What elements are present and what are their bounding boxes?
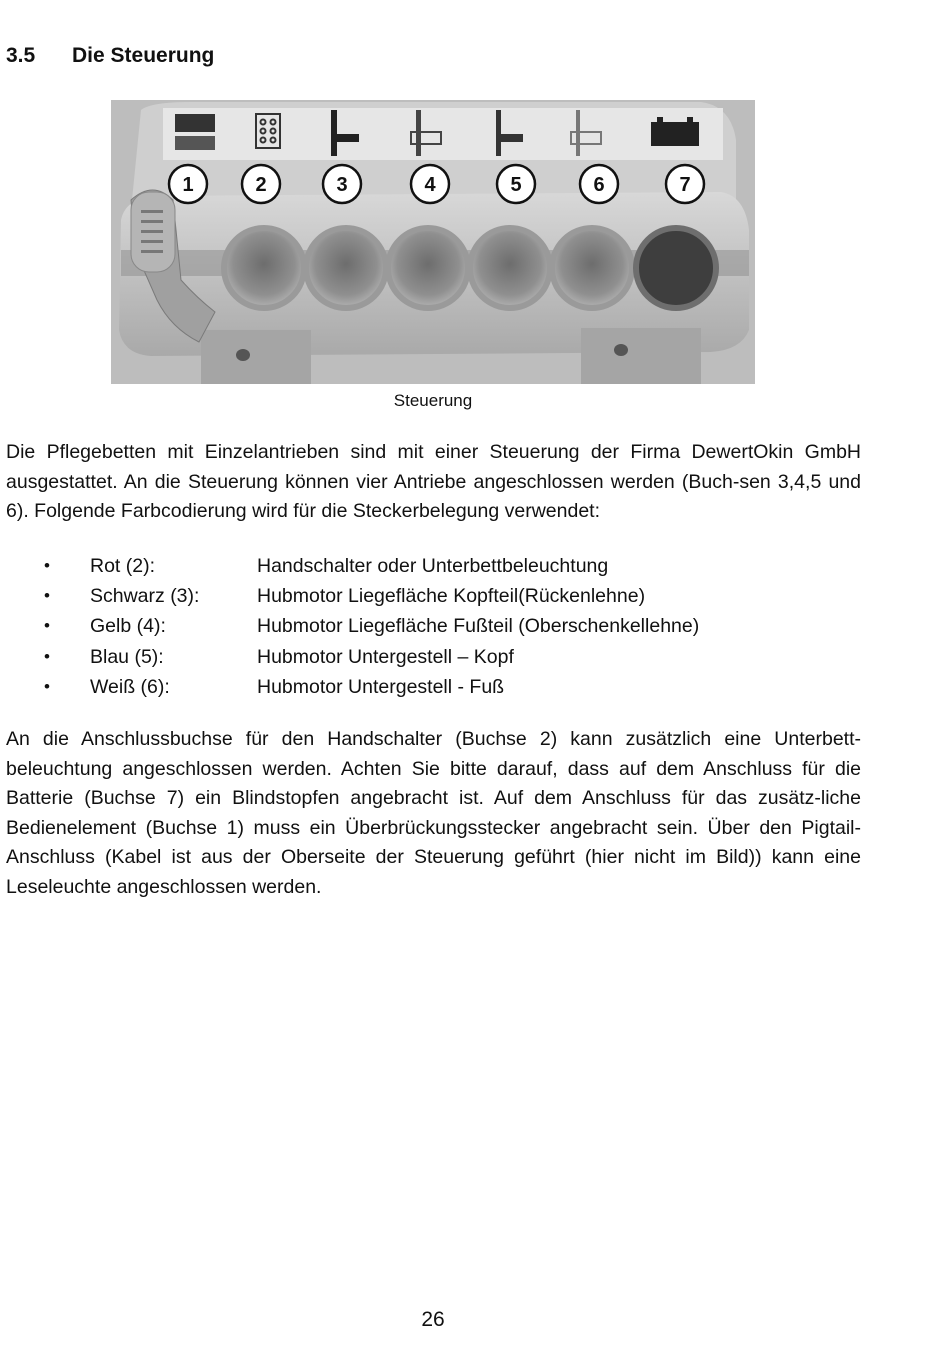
marker-3-label: 3 [336,174,348,196]
list-item [44,642,699,672]
figure-caption: Steuerung [393,391,473,410]
marker-7 [666,165,704,203]
bullet: • [44,586,50,606]
section-title: Die Steuerung [72,44,215,67]
intro-paragraph: Die Pflegebetten mit Einzelantrieben sind mit einer Steuerung der Firma DewertOkin GmbH ausgestattet. An die Steuerung können vier Antriebe angeschlossen werden (Buch-sen 3,4,5 und 6). Folgende Farbcodierung wird für die Steckerbelegung verwendet: [6,441,861,523]
list-item-label: Schwarz (3): [90,585,200,608]
list-item-text: Hubmotor Untergestell – Kopf [257,645,514,668]
list-item [44,551,699,581]
section-heading [6,44,214,68]
color-coding-list [44,551,699,702]
section-number: 3.5 [6,44,36,67]
list-item-label: Gelb (4): [90,615,166,638]
bullet: • [44,646,50,666]
list-item-label: Rot (2): [90,555,156,577]
marker-3 [323,165,361,203]
list-item [44,611,699,641]
list-item-label: Weiß (6): [90,675,170,698]
marker-6-label: 6 [593,174,605,196]
list-item-text: Hubmotor Liegefläche Fußteil (Oberschenkellehne) [257,615,700,638]
page-number: 26 [421,1308,445,1331]
bullet: • [44,616,50,636]
marker-1 [169,165,207,203]
marker-7-label: 7 [679,174,691,196]
connection-notes-paragraph: An die Anschlussbuchse für den Handschalter (Buchse 2) kann zusätzlich eine Unterbett-beleuchtung angeschlossen werden. Achten Sie bitte darauf, dass auf dem Anschluss für die Batterie (Buchse 7) ein Blindstopfen angebracht ist. Auf dem Anschluss für das zusätz-liche Bedienelement (Buchse 1) muss ein Überbrückungsstecker angebracht sein. Über den Pigtail-Anschluss (Kabel ist aus der Oberseite der Steuerung geführt (hier nicht im Bild)) kann eine Leseleuchte angeschlossen werden. [6,728,861,898]
bullet: • [44,556,50,575]
marker-5-label: 5 [510,174,522,196]
control-unit-photo [111,100,755,384]
list-item-label: Blau (5): [90,645,164,668]
bullet: • [44,676,50,696]
marker-2 [242,165,280,203]
handset-icon [175,114,215,150]
list-item-text: Hubmotor Liegefläche Kopfteil(Rückenlehne) [257,585,646,608]
list-item [44,581,699,611]
marker-4 [411,165,449,203]
marker-1-label: 1 [182,174,194,196]
marker-4-label: 4 [424,174,436,196]
marker-5 [497,165,535,203]
list-item [44,672,699,702]
list-item-text: Hubmotor Untergestell - Fuß [257,675,505,698]
marker-6 [580,165,618,203]
list-item-text: Handschalter oder Unterbettbeleuchtung [257,555,609,577]
marker-2-label: 2 [255,174,267,196]
